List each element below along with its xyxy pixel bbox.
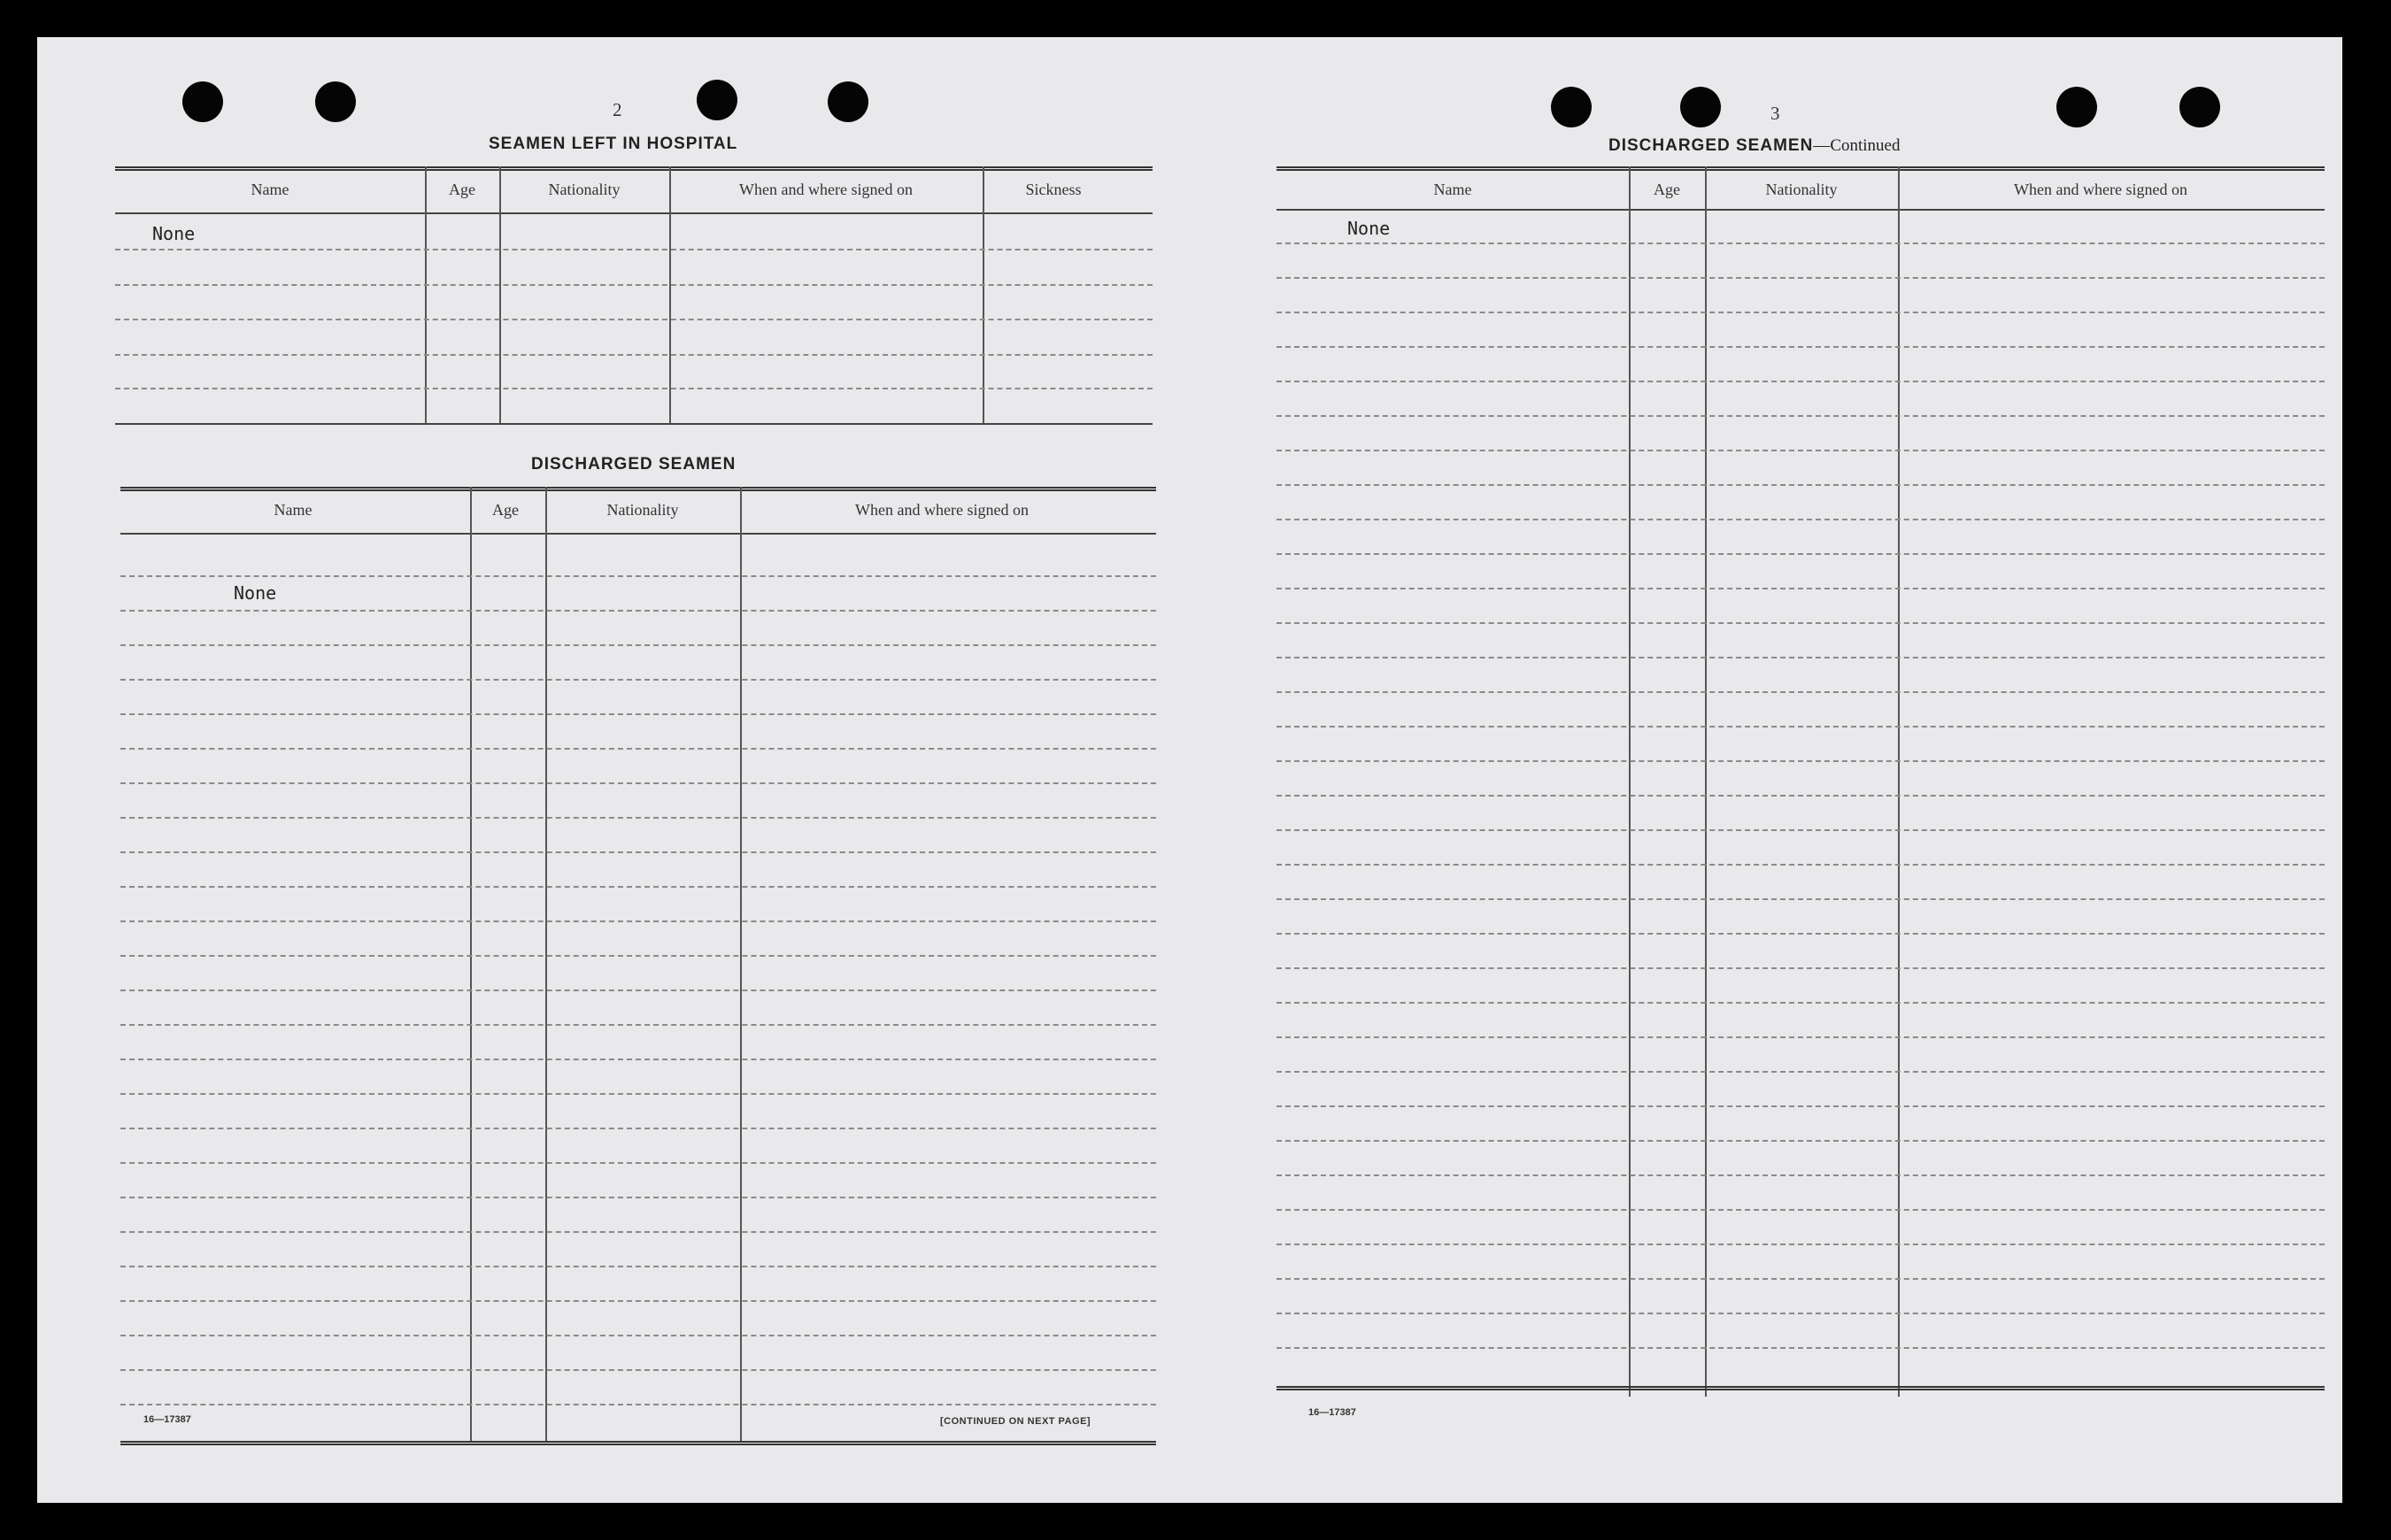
table-row bbox=[120, 1369, 1156, 1371]
hospital-section-title: SEAMEN LEFT IN HOSPITAL bbox=[489, 135, 738, 153]
table-row bbox=[120, 1404, 1156, 1405]
table-row bbox=[1276, 726, 2325, 728]
continued-entry-name: None bbox=[1347, 218, 1391, 239]
table-row bbox=[120, 1197, 1156, 1198]
table-row bbox=[120, 748, 1156, 750]
table-row bbox=[120, 1024, 1156, 1026]
table-row bbox=[1276, 622, 2325, 624]
table-row bbox=[120, 1266, 1156, 1267]
table-row bbox=[120, 782, 1156, 784]
table-row bbox=[1276, 553, 2325, 555]
table-row bbox=[1276, 1140, 2325, 1142]
punch-hole bbox=[315, 81, 356, 122]
column-header-nationality: Nationality bbox=[548, 181, 621, 198]
hospital-table bbox=[115, 166, 1153, 432]
table-row bbox=[120, 955, 1156, 957]
table-row bbox=[1276, 277, 2325, 279]
table-row bbox=[120, 575, 1156, 577]
continued-section-title bbox=[1608, 136, 1900, 156]
table-row bbox=[1276, 1174, 2325, 1176]
table-row bbox=[120, 1093, 1156, 1095]
table-row bbox=[1276, 1105, 2325, 1107]
column-header-age: Age bbox=[449, 181, 475, 198]
table-row bbox=[1276, 1347, 2325, 1349]
form-number: 16—17387 bbox=[143, 1414, 191, 1425]
table-row bbox=[120, 1300, 1156, 1302]
column-header-age: Age bbox=[492, 501, 519, 519]
table-row bbox=[120, 610, 1156, 612]
table-row bbox=[1276, 864, 2325, 866]
continued-title-suffix: —Continued bbox=[1813, 136, 1901, 155]
column-header-signed-on: When and where signed on bbox=[2014, 181, 2187, 198]
column-header-signed-on: When and where signed on bbox=[739, 181, 913, 198]
discharged-section-title: DISCHARGED SEAMEN bbox=[531, 455, 737, 474]
table-row bbox=[1276, 760, 2325, 762]
column-header-age: Age bbox=[1654, 181, 1680, 198]
page-number: 3 bbox=[1770, 103, 1780, 124]
table-row bbox=[1276, 1002, 2325, 1004]
table-row bbox=[1276, 657, 2325, 658]
table-row bbox=[115, 388, 1153, 389]
table-row bbox=[1276, 1313, 2325, 1314]
table-row bbox=[1276, 967, 2325, 969]
punch-hole bbox=[2056, 87, 2097, 127]
discharged-entry-name: None bbox=[234, 582, 277, 604]
table-row bbox=[120, 920, 1156, 922]
column-header-nationality: Nationality bbox=[606, 501, 679, 519]
table-row bbox=[1276, 898, 2325, 900]
table-row bbox=[120, 851, 1156, 853]
table-row bbox=[1276, 484, 2325, 486]
table-row bbox=[120, 1128, 1156, 1129]
punch-hole bbox=[2179, 87, 2220, 127]
document-sheet bbox=[37, 37, 2342, 1503]
table-row bbox=[1276, 415, 2325, 417]
column-header-name: Name bbox=[251, 181, 289, 198]
table-row bbox=[115, 284, 1153, 286]
column-header-nationality: Nationality bbox=[1765, 181, 1838, 198]
table-row bbox=[1276, 450, 2325, 451]
table-row bbox=[1276, 346, 2325, 348]
table-row bbox=[1276, 933, 2325, 935]
table-row bbox=[120, 713, 1156, 715]
table-row bbox=[120, 679, 1156, 681]
punch-hole bbox=[1551, 87, 1592, 127]
column-header-sickness: Sickness bbox=[1025, 181, 1082, 198]
table-row bbox=[1276, 1209, 2325, 1211]
column-header-name: Name bbox=[274, 501, 312, 519]
table-row bbox=[1276, 1071, 2325, 1073]
table-row bbox=[120, 989, 1156, 991]
table-row bbox=[1276, 588, 2325, 589]
table-row bbox=[120, 644, 1156, 646]
table-row bbox=[120, 1059, 1156, 1060]
punch-hole bbox=[1680, 87, 1721, 127]
table-row bbox=[1276, 243, 2325, 244]
table-row bbox=[120, 1231, 1156, 1233]
table-row bbox=[1276, 1278, 2325, 1280]
discharged-continued-table bbox=[1276, 166, 2325, 1441]
table-row bbox=[120, 1335, 1156, 1336]
table-row bbox=[1276, 829, 2325, 831]
table-row bbox=[1276, 312, 2325, 313]
table-row bbox=[1276, 381, 2325, 382]
punch-hole bbox=[828, 81, 868, 122]
table-row bbox=[1276, 795, 2325, 797]
table-row bbox=[115, 249, 1153, 250]
discharged-table bbox=[120, 487, 1156, 1457]
continued-note: [CONTINUED ON NEXT PAGE] bbox=[940, 1416, 1091, 1427]
table-row bbox=[120, 886, 1156, 888]
punch-hole bbox=[182, 81, 223, 122]
column-header-signed-on: When and where signed on bbox=[855, 501, 1029, 519]
table-row bbox=[1276, 1244, 2325, 1245]
table-row bbox=[120, 1162, 1156, 1164]
table-row bbox=[115, 319, 1153, 320]
punch-hole bbox=[697, 80, 737, 120]
continued-title-text: DISCHARGED SEAMEN bbox=[1608, 136, 1814, 155]
table-row bbox=[120, 817, 1156, 819]
table-row bbox=[1276, 691, 2325, 693]
page-number: 2 bbox=[613, 99, 622, 120]
table-row bbox=[1276, 1036, 2325, 1038]
column-header-name: Name bbox=[1433, 181, 1472, 198]
hospital-entry-name: None bbox=[152, 223, 196, 244]
table-row bbox=[1276, 519, 2325, 520]
table-row bbox=[115, 354, 1153, 356]
form-number: 16—17387 bbox=[1308, 1407, 1356, 1418]
